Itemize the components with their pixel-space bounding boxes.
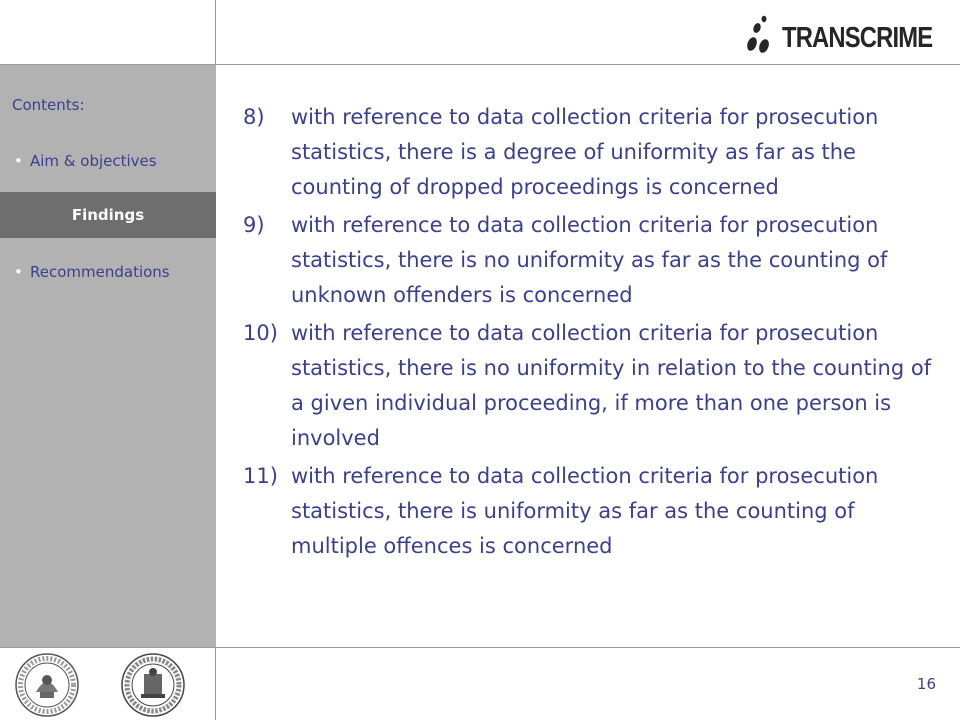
item-text: with reference to data collection criteria for prosecution statistics, there is a degree of uniformity as far as the counting of dropped proceedings is concerned	[291, 105, 879, 199]
nav-item-findings[interactable]	[0, 192, 216, 238]
logo-mark-icon	[742, 14, 782, 58]
transcrime-logo	[742, 14, 952, 58]
nav-item-aim-objectives[interactable]	[14, 152, 157, 170]
item-number: 11)	[243, 464, 278, 488]
list-item	[243, 316, 943, 456]
nav-item-label: Findings	[71, 206, 145, 224]
university-seal-icon	[14, 652, 80, 718]
item-number: 10)	[243, 321, 278, 345]
bullet-icon: •	[14, 152, 23, 170]
list-item	[243, 208, 943, 313]
top-left-panel	[0, 0, 216, 65]
item-text: with reference to data collection criteria for prosecution statistics, there is no uniformity in relation to the counting of a given individual proceeding, if more than one person is involved	[291, 321, 932, 450]
catholic-university-seal-icon	[120, 652, 186, 718]
nav-item-label: Aim & objectives	[30, 152, 157, 170]
logo-text: TRANSCRIME	[782, 22, 933, 54]
findings-list	[243, 100, 943, 567]
nav-item-recommendations[interactable]	[14, 263, 170, 281]
item-text: with reference to data collection criteria for prosecution statistics, there is no uniformity as far as the counting of unknown offenders is concerned	[291, 213, 888, 307]
contents-heading: Contents:	[12, 96, 85, 114]
top-divider	[0, 64, 960, 65]
nav-item-label: Recommendations	[30, 263, 170, 281]
bottom-divider	[0, 647, 960, 648]
list-item	[243, 100, 943, 205]
item-number: 9)	[243, 213, 265, 237]
item-number: 8)	[243, 105, 265, 129]
page-number: 16	[916, 675, 936, 693]
list-item	[243, 459, 943, 564]
item-text: with reference to data collection criteria for prosecution statistics, there is uniformity as far as the counting of multiple offences is concerned	[291, 464, 879, 558]
bullet-icon: •	[14, 263, 23, 281]
